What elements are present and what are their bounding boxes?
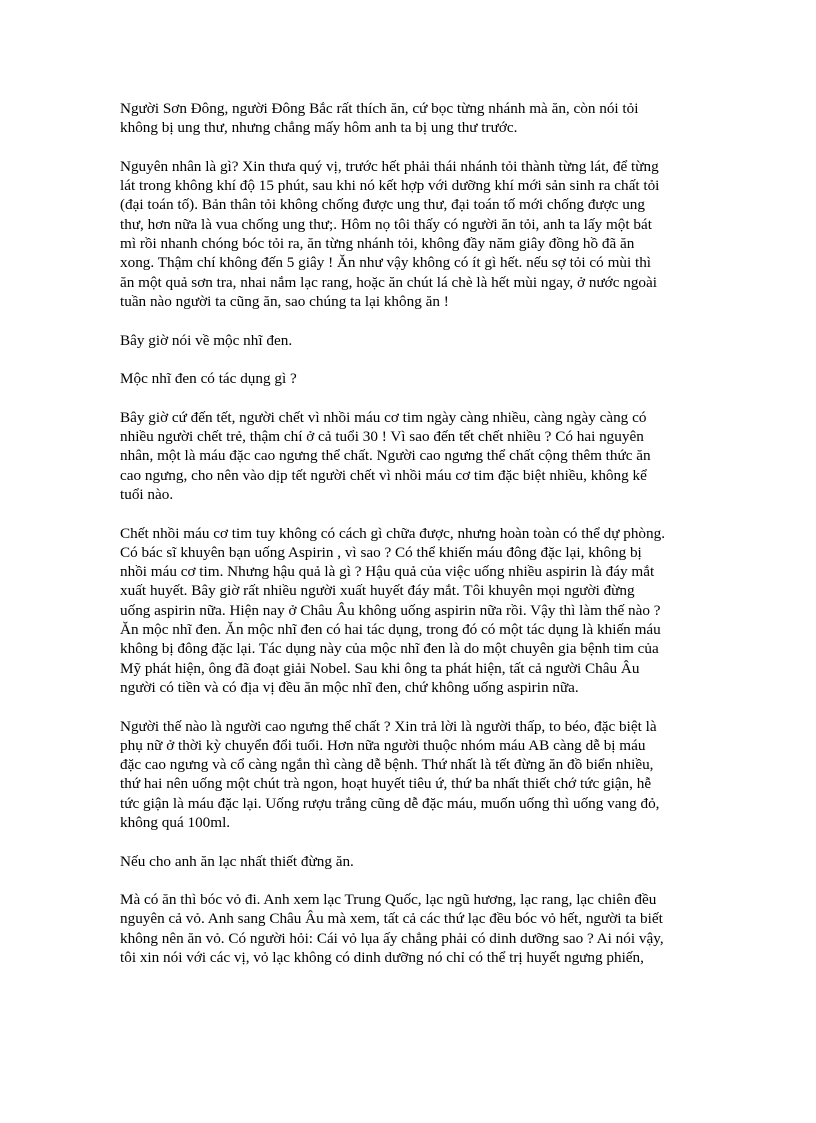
paragraph-gap: [120, 311, 700, 330]
paragraph-gap: [120, 832, 700, 851]
text-line: Người Sơn Đông, người Đông Bắc rất thích ăn, cứ bọc từng nhánh mà ăn, còn nói tỏi: [120, 100, 639, 117]
text-line: phụ nữ ở thời kỳ chuyển đổi tuổi. Hơn nữa người thuộc nhóm máu AB càng dễ bị máu: [120, 736, 646, 754]
text-line: nhân, một là máu đặc cao ngưng thể chất. Người cao ngưng thể chất cộng thêm thức ăn: [120, 447, 651, 465]
text-line: nhồi máu cơ tim. Nhưng hậu quả là gì ? Hậu quả của việc uống nhiều aspirin là đáy mắt: [120, 563, 655, 581]
text-line: không bị đông đặc lại. Tác dụng này của mộc nhĩ đen là do một chuyên gia bệnh tim của: [120, 640, 659, 658]
text-line: ăn một quả sơn tra, nhai nắm lạc rang, hoặc ăn chút lá chè là hết mùi ngay, ở nước ngoài: [120, 273, 657, 291]
paragraph: [120, 331, 700, 350]
paragraph: [120, 524, 700, 698]
text-line: Mộc nhĩ đen có tác dụng gì ?: [120, 370, 297, 388]
paragraph: [120, 99, 700, 138]
text-line: uống aspirin nữa. Hiện nay ở Châu Âu không uống aspirin nữa rồi. Vậy thì làm thế nào ?: [120, 601, 661, 619]
text-line: không quá 100ml.: [120, 813, 231, 831]
text-line: Mà có ăn thì bóc vỏ đi. Anh xem lạc Trung Quốc, lạc ngũ hương, lạc rang, lạc chiên đều: [120, 891, 657, 909]
text-line: Nguyên nhân là gì? Xin thưa quý vị, trước hết phải thái nhánh tỏi thành từng lát, để từng: [120, 157, 659, 175]
text-line: Bây giờ nói về mộc nhĩ đen.: [120, 331, 293, 349]
paragraph: [120, 408, 700, 504]
paragraph-gap: [120, 350, 700, 369]
text-line: Bây giờ cứ đến tết, người chết vì nhồi máu cơ tim ngày càng nhiều, càng ngày càng có: [120, 408, 647, 426]
text-line: lát trong không khí độ 15 phút, sau khi nó kết hợp với dưỡng khí mới sản sinh ra chất tỏi: [120, 177, 660, 195]
text-line: đặc cao ngưng và cổ càng ngắn thì càng dễ bệnh. Thứ nhất là tết đừng ăn đồ biển nhiều,: [120, 756, 654, 774]
text-line: mì rồi nhanh chóng bóc tỏi ra, ăn từng nhánh tỏi, không đầy năm giây đồng hồ đã ăn: [120, 235, 635, 253]
paragraph: [120, 369, 700, 388]
paragraph: [120, 717, 700, 833]
text-line: Người thế nào là người cao ngưng thể chất ? Xin trả lời là người thấp, to béo, đặc biệt là: [120, 717, 657, 735]
text-line: nhiều người chết trẻ, thậm chí ở cả tuổi 30 ! Vì sao đến tết chết nhiều ? Có hai nguyên: [120, 428, 644, 446]
text-line: không nên ăn vỏ. Có người hỏi: Cái vỏ lụa ấy chẳng phải có dinh dưỡng sao ? Ai nói vậy,: [120, 929, 664, 947]
paragraph: [120, 157, 700, 311]
text-line: nguyên cả vỏ. Anh sang Châu Âu mà xem, tất cả các thứ lạc đều bóc vỏ hết, người ta biết: [120, 910, 663, 928]
document-body: [120, 99, 700, 967]
text-line: cao ngưng, cho nên vào dịp tết người chết vì nhồi máu cơ tim đặc biệt nhiều, không kể: [120, 466, 647, 484]
text-line: không bị ung thư, nhưng chẳng mấy hôm anh ta bị ung thư trước.: [120, 119, 518, 137]
text-line: xuất huyết. Bây giờ rất nhiều người xuất huyết đáy mắt. Tôi khuyên mọi người đừng: [120, 582, 635, 600]
paragraph: [120, 890, 700, 967]
text-line: thứ hai nên uống một chút trà ngon, hoạt huyết tiêu ứ, thứ ba nhất thiết chớ tức giận, hễ: [120, 775, 652, 793]
text-line: Nếu cho anh ăn lạc nhất thiết đừng ăn.: [120, 852, 354, 870]
text-line: Ăn mộc nhĩ đen. Ăn mộc nhĩ đen có hai tác dụng, trong đó có một tác dụng là khiến máu: [120, 621, 661, 639]
text-line: thư, hơn nữa là vua chống ung thư;. Hôm nọ tôi thấy có người ăn tỏi, anh ta lấy một bát: [120, 215, 652, 233]
paragraph-gap: [120, 697, 700, 716]
text-line: tức giận là máu đặc lại. Uống rượu trắng cũng dễ đặc máu, muốn uống thì uống vang đỏ,: [120, 794, 660, 812]
text-line: Chết nhồi máu cơ tim tuy không có cách gì chữa được, nhưng hoàn toàn có thể dự phòng.: [120, 524, 665, 542]
paragraph-gap: [120, 138, 700, 157]
text-line: Có bác sĩ khuyên bạn uống Aspirin , vì sao ? Có thể khiến máu đông đặc lại, không bị: [120, 543, 642, 561]
text-line: xong. Thậm chí không đến 5 giây ! Ăn như vậy không có ít gì hết. nếu sợ tỏi có mùi thì: [120, 254, 652, 272]
text-line: (đại toán tố). Bản thân tỏi không chống được ung thư, đại toán tố mới chống được ung: [120, 196, 645, 214]
text-line: tuần nào người ta cũng ăn, sao chúng ta lại không ăn !: [120, 292, 449, 310]
text-line: người có tiền và có địa vị đều ăn mộc nhĩ đen, chứ không uống aspirin nữa.: [120, 678, 579, 696]
paragraph-gap: [120, 504, 700, 523]
text-line: tôi xin nói với các vị, vỏ lạc không có dinh dưỡng nó chỉ có thể trị huyết ngưng phiến,: [120, 949, 644, 967]
text-line: Mỹ phát hiện, ông đã đoạt giải Nobel. Sau khi ông ta phát hiện, tất cả người Châu Âu: [120, 659, 640, 677]
text-line: tuổi nào.: [120, 485, 174, 503]
paragraph-gap: [120, 871, 700, 890]
paragraph-gap: [120, 388, 700, 407]
paragraph: [120, 852, 700, 871]
